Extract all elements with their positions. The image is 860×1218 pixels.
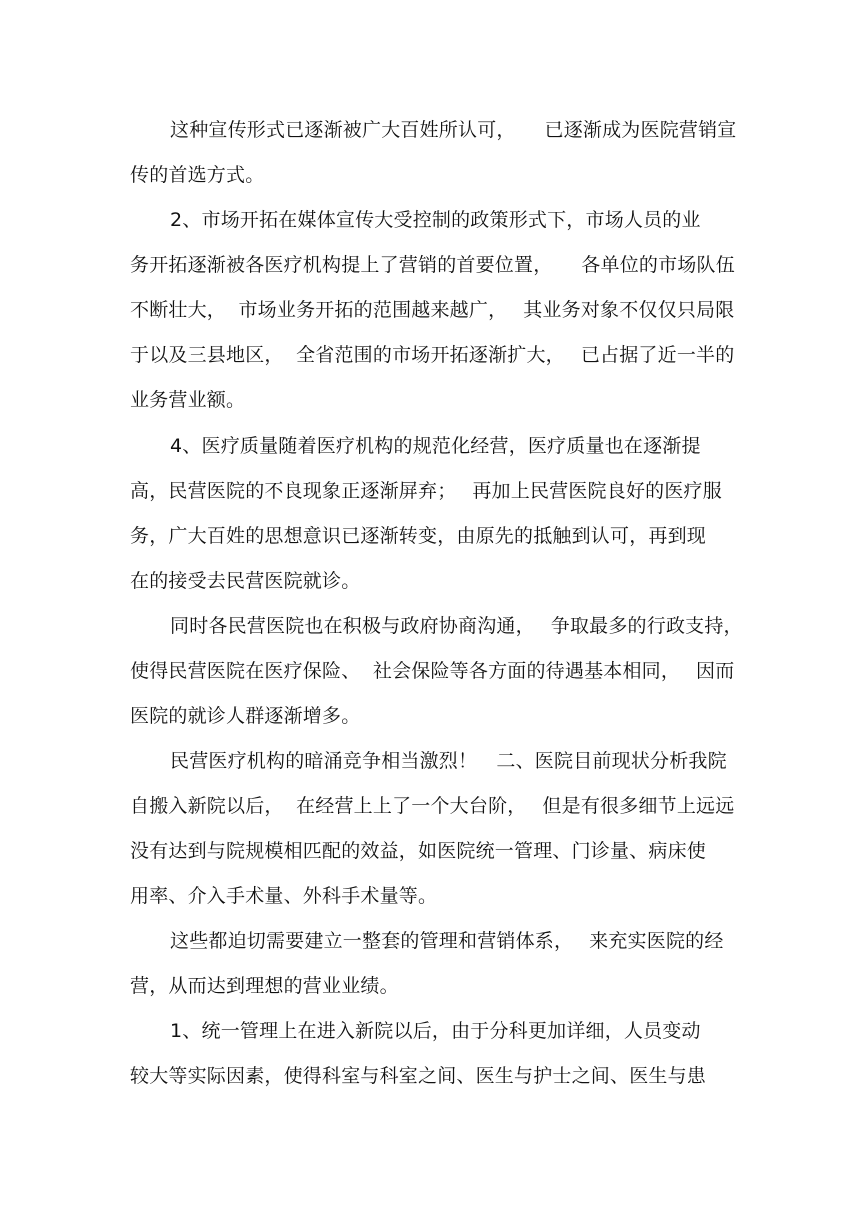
text-line: 4、医疗质量随着医疗机构的规范化经营，医疗质量也在逐渐提 (170, 435, 701, 457)
text-line: 于以及三县地区， 全省范围的市场开拓逐渐扩大， 已占据了近一半的 (130, 344, 735, 366)
text-line: 传的首选方式。 (130, 164, 265, 186)
text-line: 在的接受去民营医院就诊。 (130, 570, 361, 592)
text-line: 不断壮大， 市场业务开拓的范围越来越广， 其业务对象不仅仅只局限 (130, 299, 735, 321)
text-line: 1、统一管理上在进入新院以后，由于分科更加详细，人员变动 (170, 1020, 701, 1042)
text-line: 没有达到与院规模相匹配的效益，如医院统一管理、门诊量、病床使 (130, 840, 707, 862)
text-line: 这些都迫切需要建立一整套的管理和营销体系， 来充实医院的经 (170, 930, 724, 952)
text-line: 使得民营医院在医疗保险、 社会保险等各方面的待遇基本相同， 因而 (130, 660, 735, 682)
text-line: 自搬入新院以后， 在经营上上了一个大台阶， 但是有很多细节上远远 (130, 795, 735, 817)
text-line: 这种宣传形式已逐渐被广大百姓所认可， 已逐渐成为医院营销宣 (170, 119, 737, 141)
text-line: 民营医疗机构的暗涌竞争相当激烈！ 二、医院目前现状分析我院 (170, 750, 727, 772)
text-line: 同时各民营医院也在积极与政府协商沟通， 争取最多的行政支持， (170, 615, 743, 637)
text-line: 务开拓逐渐被各医疗机构提上了营销的首要位置， 各单位的市场队伍 (130, 254, 735, 276)
text-line: 业务营业额。 (130, 389, 246, 411)
text-line: 用率、介入手术量、外科手术量等。 (130, 885, 438, 907)
text-line: 高，民营医院的不良现象正逐渐屏弃； 再加上民营医院良好的医疗服 (130, 480, 722, 502)
text-line: 2、市场开拓在媒体宣传大受控制的政策形式下，市场人员的业 (170, 209, 701, 231)
text-line: 务，广大百姓的思想意识已逐渐转变，由原先的抵触到认可，再到现 (130, 525, 707, 547)
text-line: 医院的就诊人群逐渐增多。 (130, 705, 361, 727)
text-line: 营，从而达到理想的营业业绩。 (130, 975, 399, 997)
text-line: 较大等实际因素，使得科室与科室之间、医生与护士之间、医生与患 (130, 1065, 707, 1087)
